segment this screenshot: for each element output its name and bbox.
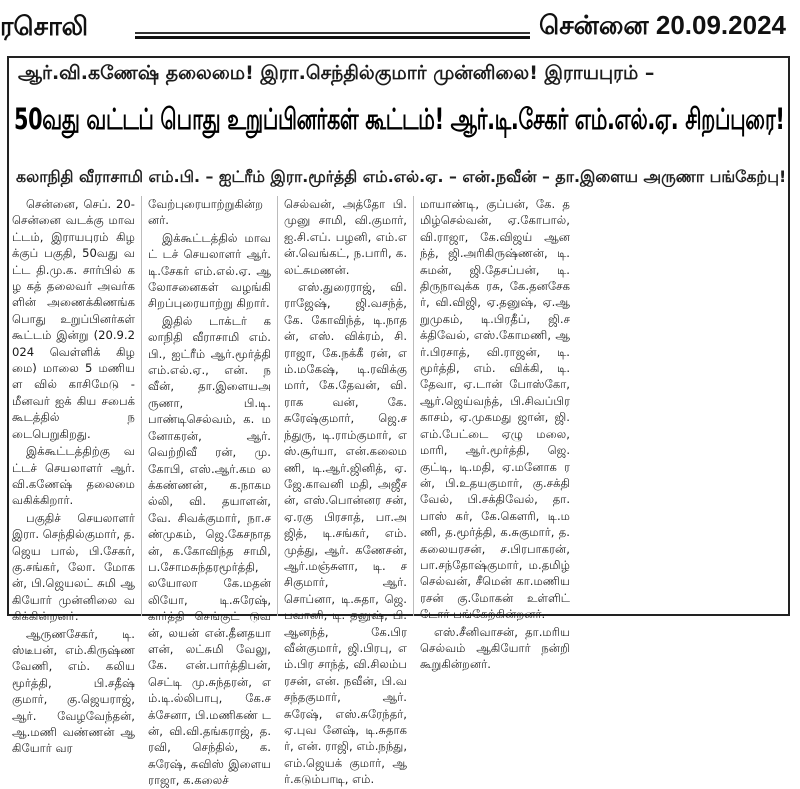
column-divider (141, 196, 142, 616)
article-column-2 (148, 196, 271, 788)
article-body (12, 196, 788, 788)
paragraph: இக்கூட்டத்தில் மாவட் டச் செயலாளர் ஆர்.டி.சேகர் எம்.எல்.ஏ. ஆலோசனைகள் வழங்கி சிறப்புரையாற்று கிறார். (148, 230, 271, 311)
paragraph: செல்வன், அத்தோ பி.முனு சாமி, வி.குமார், ஐ.சி.எப். பழனி, எம்.என்.வெங்கட், ந.பாரி, க.லட்சுமணன். (284, 197, 407, 277)
article-column-3 (284, 196, 407, 787)
article-column-4 (420, 196, 570, 672)
city-date: சென்னை 20.09.2024 (538, 10, 786, 40)
paragraph: ஆருணசேகர், டி.ஸ்டீபன், எம்.கிருஷ்ணவேணி, எம். கலியமூர்த்தி, பி.சதீஷ் குமார், கு.ஜெயராஜ், ஆர். வேழவேந்தன், ஆ.மணி வண்ணன் ஆகியோர் வர (12, 626, 135, 756)
column-divider (277, 196, 278, 616)
paragraph: வேற்புரையாற்றுகின்றனர். (148, 197, 264, 228)
publication-name: ரசொலி (0, 12, 89, 42)
paragraph: மாயாண்டி, குப்பன், கே. தமிழ்செல்வன், ஏ.கோபால், வி.ராஜா, கே.விஜய் ஆனந்த், ஜி.அரிகிருஷ்ணன், டி.சுமன், ஜி.தேசப்பன், டி.திருநாவுக்க ரசு, கே.தனசேகர், வி.விஜி, ஏ.தனுஷ், ஏ.ஆறுமுகம், டி.பிரதீப், ஜி.சக்திவேல், எஸ்.கோமணி, ஆர்.பிரசாத், வி.ராஜன், டி.மூர்த்தி, எம். விக்கி, டி.தேவா, ஏ.டான் போஸ்கோ, ஆர்.ஜெய்வந்த், பி.சிவப்பிரகாசம், ஏ.முகமது ஜான், ஜி.எம்.பேட்டை ஏழு மலை, மாரி, ஆர்.மூர்த்தி, ஜெ.குட்டி, டி.மதி, ஏ.மனோக ரன், பி.உதயகுமார், கு.சக்தி வேல், பி.சக்திவேல், தா.பாஸ் கர், கே.கௌரி, டி.மணி, த.மூர்த்தி, க.சுகுமார், த. கலையரசன், ச.பிரபாகரன், பா.சந்தோஷ்குமார், ம.தமிழ் செல்வன், சீமென் கா.மணிய ரசன் கு.மோகன் உள்ளிட் டோர் பங்கேற்கின்றனர். (420, 197, 570, 622)
paragraph: பகுதிச் செயலாளர் இரா. செந்தில்குமார், த.ஜெய பால், பி.சேகர், கு.சங்கர், லோ. மோகன், பி.ஜெயலட் சுமி ஆகியோர் முன்னிலை வகிக்கின்றனர். (12, 510, 135, 624)
article-kicker: ஆர்.வி.கணேஷ் தலைமை! இரா.செந்தில்குமார் முன்னிலை! இராயபுரம் – (18, 62, 655, 84)
paragraph: சென்னை, செப். 20- சென்னை வடக்கு மாவட்டம், இராயபுரம் கிழக்குப் பகுதி, 50வது வட்ட தி.மு.க. சார்பில் கழ கத் தலைவர் அவர்களின் அணைக்கிணங்க பொது உறுப்பினர்கள் கூட்டம் இன்று (20.9.2024 வெள்ளிக் கிழமை) மாலை 5 மணியள வில் காசிமேடு - மீனவர் ஐக் கிய சபைக் கூடத்தில் நடைபெறுகிறது. (12, 197, 135, 441)
paragraph: இதில் டாக்டர் கலாநிதி வீராசாமி எம்.பி., ஐட்ரீம் ஆர்.மூர்த்தி எம்.எல்.ஏ., என். நவீன், தா.இளையஅருணா, பி.டி.பாண்டிசெல்வம், க. மனோகரன், ஆர்.வெற்றிவீ ரன், மு.கோபி, எஸ்.ஆர்.கம லக்கண்ணன், க.நாகமல்லி, வி. தயாளன், வே. சிவக்குமார், நா.சண்முகம், ஜெ.கேசநாதன், க.கோவிந்த சாமி, ப.சோமசுந்தரமூர்த்தி, லயோலா கே.மதன் லியோ, டி.சுரேஷ், கார்த்தி செங்குட் டுவன், லயன் என்.தீனதயா ளன், லட்சுமி வேலு, கே. என்.பார்த்திபன், செட்டி மு.சுந்தரன், எம்.டி.ல்லிபாபு, கே.சக்சேனா, பி.மணிகண் டன், வி.வி.தங்கராஜ், த.ரவி, செந்தில், க.சுரேஷ், சுவிஸ் இளையராஜா, க.கலைச் (148, 313, 271, 788)
paragraph: எஸ்.துரைராஜ், வி. ராஜேஷ், ஜி.வசந்த், கே. கோவிந்த், டி.நாதன், எஸ். விக்ரம், சி.ராஜா, கே.நக்கீ ரன், எம்.மகேஷ், டி.ரவிக்கு மார், கே.தேவன், வி.ராக வன், கே. சுரேஷ்குமார், ஜெ.சந்துரு, டி.ராம்குமார், எஸ்.சூர்யா, என்.கலைமணி, டி.ஆர்.ஜினித், ஏ.ஜே.காவனி மதி, அஜீசன், எஸ்.பொன்னர சன், ஏ.ரகு பிரசாத், பா.அஜித், டி.சங்கர், எம்.முத்து, ஆர். கணேசன், ஆர்.மஞ்சுளா, டி. சசிகுமார், ஆர்.சொப்னா, டி.சுதா, ஜெ.பவானி, டி. தனுஷ், பி. ஆனந்த், கே.பிர வீன்குமார், ஜி.பிரபு, எம்.பிர சாந்த், வி.சிலம்பரசன், என். நவீன், பி.வசந்தகுமார், ஆர். சுரேஷ், எஸ்.சுரேந்தர், ஏ.புவ னேஷ், டி.சுதாகர், என். ராஜி, எம்.நந்து, எம்.ஜெயக் குமார், ஆர்.கடும்பாடி, எம். (284, 280, 407, 787)
paragraph: இக்கூட்டத்திற்கு வட்டச் செயலாளர் ஆர்.வி.கணேஷ் தலைமை வகிக்கிறார். (12, 444, 135, 508)
paragraph: எஸ்.சீனிவாசன், தா.மரிய செல்வம் ஆகியோர் நன்றி கூறுகின்றனர். (420, 624, 570, 672)
header-rule-left (135, 32, 530, 34)
header-rule-left-thick (135, 36, 530, 39)
newspaper-header (0, 0, 800, 54)
column-divider (413, 196, 414, 616)
article-column-1 (12, 196, 135, 756)
article-deck: கலாநிதி வீராசாமி எம்.பி. – ஐட்ரீம் இரா.மூர்த்தி எம்.எல்.ஏ. – என்.நவீன் – தா.இளைய அருணா பங்கேற்பு! (16, 167, 787, 186)
article-headline: 50வது வட்டப் பொது உறுப்பினர்கள் கூட்டம்! ஆர்.டி.சேகர் எம்.எல்.ஏ. சிறப்புரை! (14, 102, 785, 136)
